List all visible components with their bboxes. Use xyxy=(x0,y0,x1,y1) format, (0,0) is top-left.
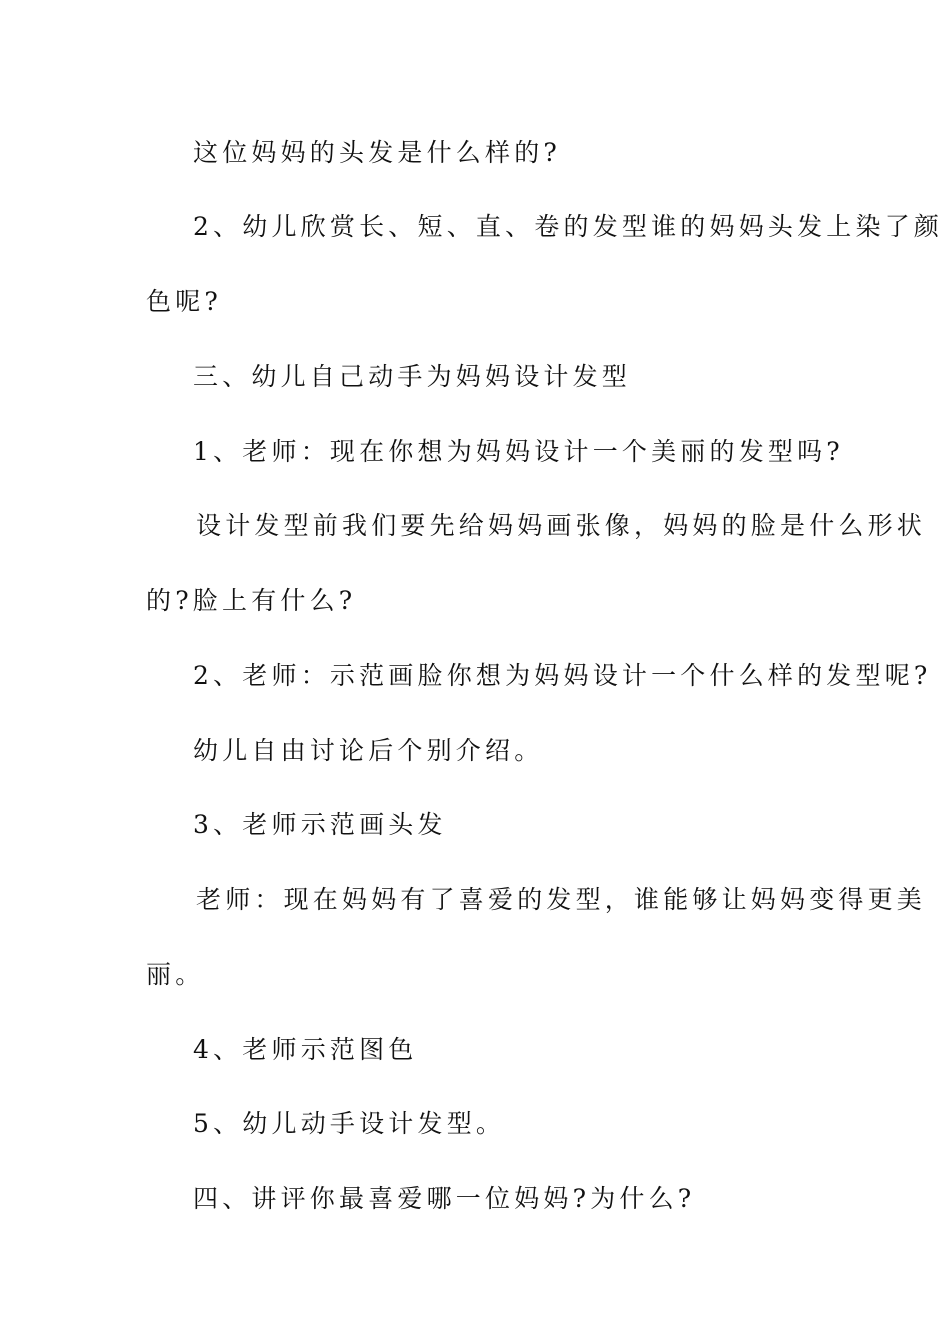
text-line-13: 4、老师示范图色 xyxy=(193,1035,418,1064)
text-line-5: 1、老师：现在你想为妈妈设计一个美丽的发型吗? xyxy=(193,437,844,466)
text-line-7: 的?脸上有什么? xyxy=(146,586,357,615)
text-line-9: 幼儿自由讨论后个别介绍。 xyxy=(193,736,544,765)
text-line-2: 2、幼儿欣赏长、短、直、卷的发型谁的妈妈头发上染了颜 xyxy=(193,212,944,241)
text-line-3: 色呢? xyxy=(146,287,223,316)
text-line-4: 三、幼儿自己动手为妈妈设计发型 xyxy=(193,362,632,391)
text-line-6: 设计发型前我们要先给妈妈画张像，妈妈的脸是什么形状 xyxy=(196,511,927,540)
text-line-8: 2、老师：示范画脸你想为妈妈设计一个什么样的发型呢? xyxy=(193,661,932,690)
text-line-1: 这位妈妈的头发是什么样的? xyxy=(193,138,562,167)
text-line-15: 四、讲评你最喜爱哪一位妈妈?为什么? xyxy=(193,1184,696,1213)
text-line-11: 老师：现在妈妈有了喜爱的发型，谁能够让妈妈变得更美 xyxy=(196,885,927,914)
text-line-12: 丽。 xyxy=(146,960,205,989)
text-line-14: 5、幼儿动手设计发型。 xyxy=(193,1109,506,1138)
text-line-10: 3、老师示范画头发 xyxy=(193,810,447,839)
